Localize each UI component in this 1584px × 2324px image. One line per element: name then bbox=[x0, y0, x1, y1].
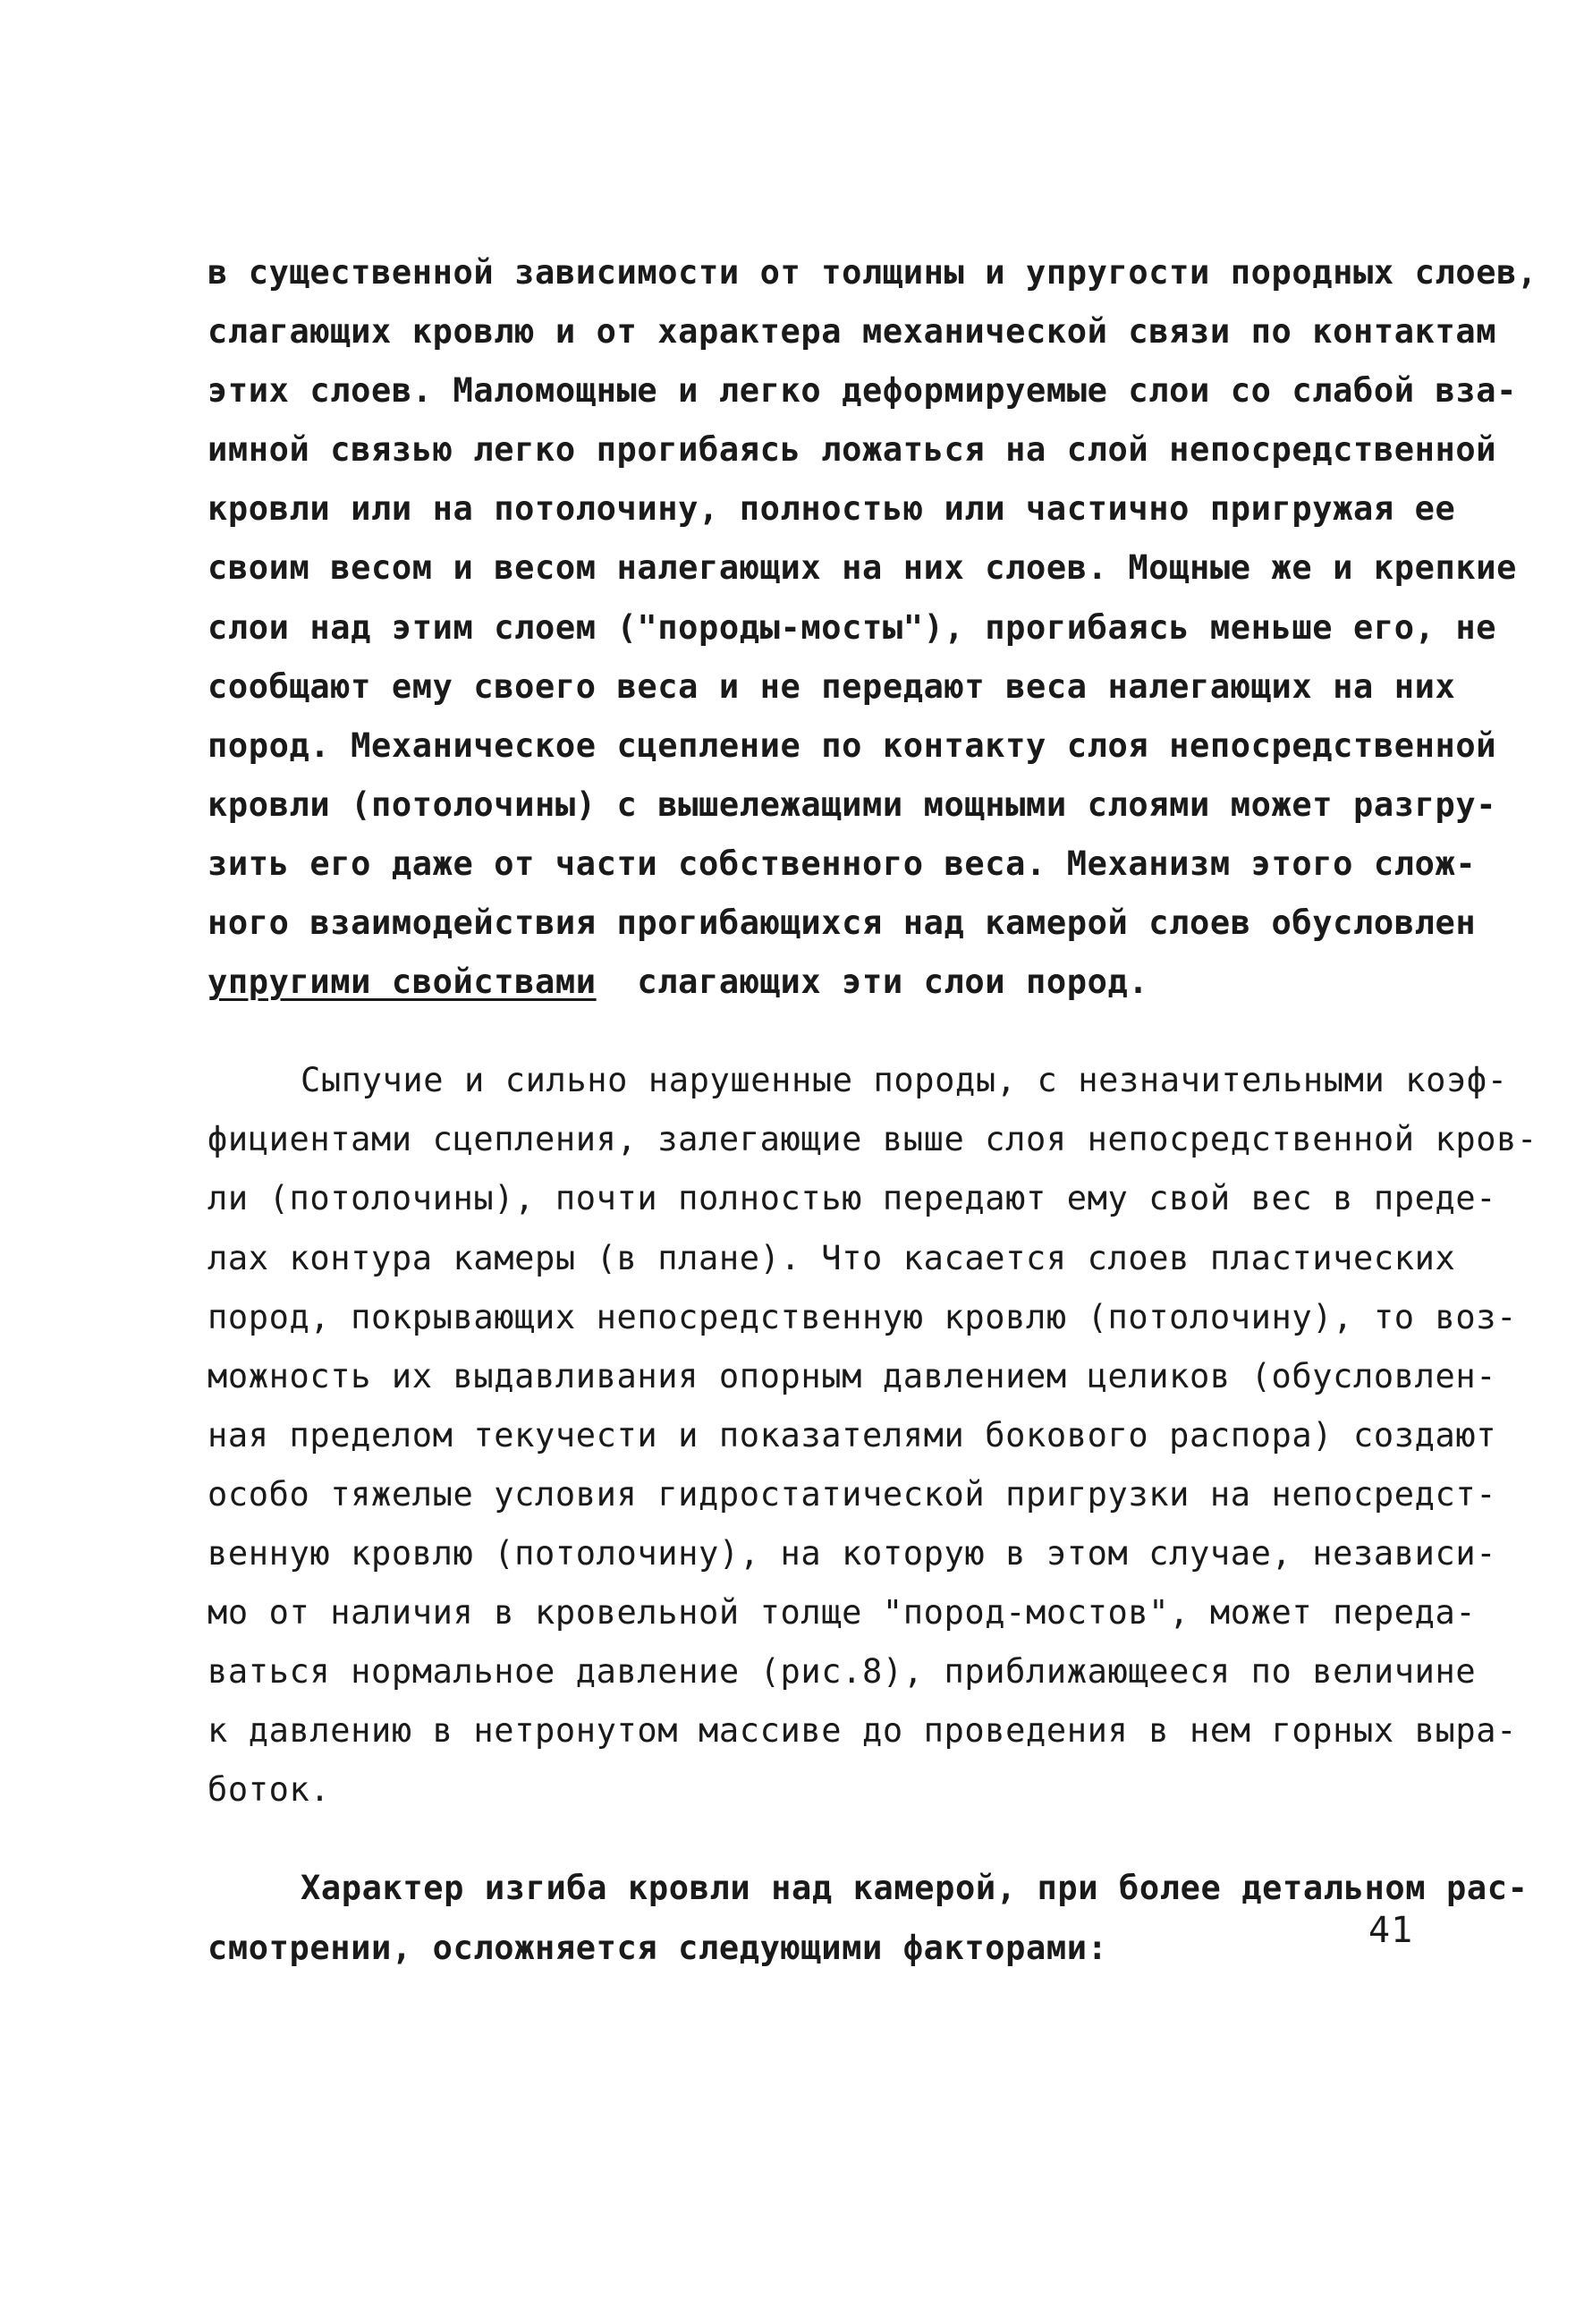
paragraph-1 bbox=[208, 243, 1537, 1012]
text-line: боток. bbox=[208, 1770, 331, 1810]
text-line: ваться нормальное давление (рис.8), приближающееся по величине bbox=[208, 1652, 1477, 1692]
text-line-tail: слагающих эти слои пород. bbox=[596, 963, 1149, 1002]
text-line: можность их выдавливания опорным давлением целиков (обусловлен- bbox=[208, 1356, 1497, 1395]
text-line: пород, покрывающих непосредственную кровлю (потолочину), то воз- bbox=[208, 1297, 1518, 1336]
page-number: 41 bbox=[1368, 1910, 1414, 1951]
text-line: имной связью легко прогибаясь ложаться на слой непосредственной bbox=[208, 430, 1497, 470]
text-line: слои над этим слоем ("породы-мосты"), прогибаясь меньше его, не bbox=[208, 607, 1497, 647]
text-line: лах контура камеры (в плане). Что касается слоев пластических bbox=[208, 1238, 1456, 1277]
text-line: ная пределом текучести и показателями бокового распора) создают bbox=[208, 1415, 1497, 1455]
paragraph-gap bbox=[208, 1819, 1424, 1859]
text-line: Характер изгиба кровли над камерой, при более детальном рас- bbox=[301, 1869, 1529, 1908]
text-line: мо от наличия в кровельной толще "пород-мостов", может переда- bbox=[208, 1593, 1477, 1633]
text-line: кровли (потолочины) с вышележащими мощными слоями может разгру- bbox=[208, 785, 1497, 824]
text-line: фициентами сцепления, залегающие выше слоя непосредственной кров- bbox=[208, 1120, 1537, 1159]
text-line: ли (потолочины), почти полностью передают ему свой вес в преде- bbox=[208, 1179, 1497, 1218]
text-line: пород. Механическое сцепление по контакту слоя непосредственной bbox=[208, 725, 1497, 765]
text-line: особо тяжелые условия гидростатической пригрузки на непосредст- bbox=[208, 1474, 1497, 1514]
underlined-term: упругими свойствами bbox=[208, 963, 597, 1002]
paragraph-3 bbox=[208, 1859, 1529, 1977]
text-line: кровли или на потолочину, полностью или частично пригружая ее bbox=[208, 489, 1456, 529]
text-line-final bbox=[208, 953, 1424, 1012]
text-line: в существенной зависимости от толщины и упругости породных слоев, bbox=[208, 253, 1537, 292]
text-line: смотрении, осложняется следующими факторами: bbox=[208, 1928, 1108, 1967]
text-line: зить его даже от части собственного веса. Механизм этого слож- bbox=[208, 844, 1477, 883]
paragraph-gap bbox=[208, 1012, 1424, 1051]
text-line: венную кровлю (потолочину), на которую в этом случае, независи- bbox=[208, 1533, 1497, 1573]
text-line: этих слоев. Маломощные и легко деформируемые слои со слабой вза- bbox=[208, 371, 1518, 411]
document-body bbox=[208, 243, 1537, 1978]
text-line: сообщают ему своего веса и не передают веса налегающих на них bbox=[208, 666, 1456, 706]
text-line: своим весом и весом налегающих на них слоев. Мощные же и крепкие bbox=[208, 548, 1518, 588]
text-line: Сыпучие и сильно нарушенные породы, с незначительными коэф- bbox=[301, 1061, 1508, 1100]
paragraph-2 bbox=[208, 1051, 1537, 1819]
text-line: ного взаимодействия прогибающихся над камерой слоев обусловлен bbox=[208, 903, 1477, 943]
text-line: к давлению в нетронутом массиве до проведения в нем горных выра- bbox=[208, 1711, 1518, 1751]
text-line: слагающих кровлю и от характера механической связи по контактам bbox=[208, 312, 1497, 352]
